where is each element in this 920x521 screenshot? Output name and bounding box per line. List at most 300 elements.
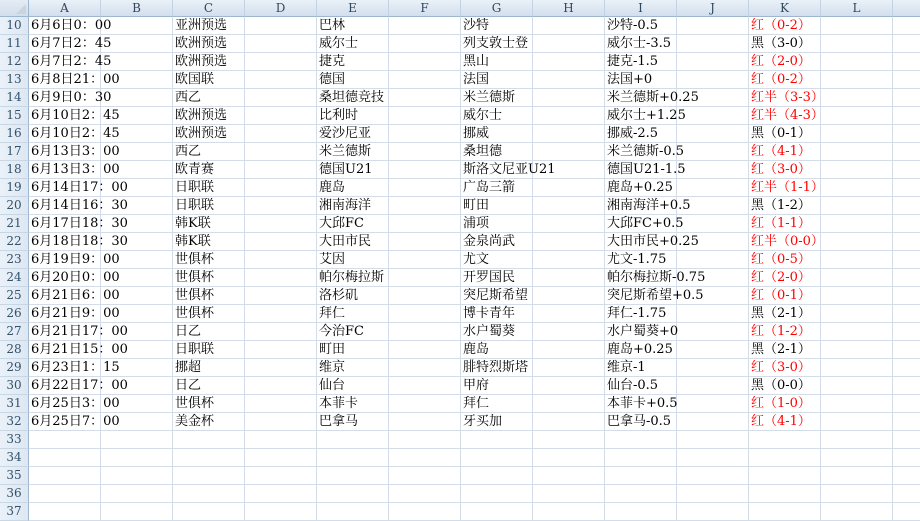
- cell-C19[interactable]: [173, 179, 245, 197]
- column-header-a[interactable]: A: [29, 0, 101, 17]
- cell-A16[interactable]: [29, 125, 120, 143]
- cell-F11[interactable]: [389, 35, 461, 53]
- cell-B11[interactable]: [101, 35, 173, 53]
- cell-G28[interactable]: [461, 341, 533, 359]
- cell-C22[interactable]: [173, 233, 245, 251]
- cell-J11[interactable]: [677, 35, 749, 53]
- cell-K19[interactable]: [749, 179, 824, 197]
- cell-L30[interactable]: [821, 377, 893, 395]
- row-header-18[interactable]: 18: [0, 161, 29, 179]
- cell-H26[interactable]: [533, 305, 605, 323]
- cell-C13[interactable]: [173, 71, 245, 89]
- cell-C29[interactable]: [173, 359, 245, 377]
- cell-K13[interactable]: [749, 71, 821, 89]
- cell-partial-15[interactable]: [893, 107, 920, 125]
- cell-C20[interactable]: [173, 197, 245, 215]
- cell-J28[interactable]: [677, 341, 749, 359]
- cell-partial-21[interactable]: [893, 215, 920, 233]
- cell-I18[interactable]: [605, 161, 686, 179]
- column-header-partial[interactable]: [893, 0, 920, 17]
- cell-F27[interactable]: [389, 323, 461, 341]
- cell-H29[interactable]: [533, 359, 605, 377]
- cell-B36[interactable]: [101, 485, 173, 503]
- cell-A26[interactable]: [29, 305, 120, 323]
- cell-H28[interactable]: [533, 341, 605, 359]
- cell-H13[interactable]: [533, 71, 605, 89]
- cell-L21[interactable]: [821, 215, 893, 233]
- cell-F28[interactable]: [389, 341, 461, 359]
- cell-J37[interactable]: [677, 503, 749, 521]
- cell-F18[interactable]: [389, 161, 461, 179]
- row-header-21[interactable]: 21: [0, 215, 29, 233]
- cell-I27[interactable]: [605, 323, 677, 341]
- cell-G27[interactable]: [461, 323, 533, 341]
- cell-L23[interactable]: [821, 251, 893, 269]
- column-header-h[interactable]: H: [533, 0, 605, 17]
- cell-C15[interactable]: [173, 107, 245, 125]
- cell-H36[interactable]: [533, 485, 605, 503]
- cell-F25[interactable]: [389, 287, 461, 305]
- cell-B10[interactable]: [101, 17, 173, 35]
- cell-B34[interactable]: [101, 449, 173, 467]
- cell-A32[interactable]: [29, 413, 120, 431]
- cell-L27[interactable]: [821, 323, 893, 341]
- cell-G35[interactable]: [461, 467, 533, 485]
- row-header-26[interactable]: 26: [0, 305, 29, 323]
- cell-J30[interactable]: [677, 377, 749, 395]
- cell-partial-36[interactable]: [893, 485, 920, 503]
- cell-E26[interactable]: [317, 305, 389, 323]
- cell-F15[interactable]: [389, 107, 461, 125]
- cell-K11[interactable]: [749, 35, 821, 53]
- row-header-30[interactable]: 30: [0, 377, 29, 395]
- cell-C37[interactable]: [173, 503, 245, 521]
- cell-E24[interactable]: [317, 269, 389, 287]
- cell-A31[interactable]: [29, 395, 120, 413]
- cell-A36[interactable]: [29, 485, 101, 503]
- cell-A19[interactable]: [29, 179, 128, 197]
- cell-D20[interactable]: [245, 197, 317, 215]
- cell-I30[interactable]: [605, 377, 677, 395]
- cell-E10[interactable]: [317, 17, 389, 35]
- row-header-32[interactable]: 32: [0, 413, 29, 431]
- cell-G26[interactable]: [461, 305, 533, 323]
- cell-K35[interactable]: [749, 467, 821, 485]
- cell-G11[interactable]: [461, 35, 533, 53]
- cell-E18[interactable]: [317, 161, 389, 179]
- cell-L31[interactable]: [821, 395, 893, 413]
- column-header-c[interactable]: C: [173, 0, 245, 17]
- cell-L11[interactable]: [821, 35, 893, 53]
- cell-partial-17[interactable]: [893, 143, 920, 161]
- cell-C23[interactable]: [173, 251, 245, 269]
- cell-A21[interactable]: [29, 215, 128, 233]
- cell-K29[interactable]: [749, 359, 821, 377]
- row-header-37[interactable]: 37: [0, 503, 29, 521]
- row-header-28[interactable]: 28: [0, 341, 29, 359]
- cell-F35[interactable]: [389, 467, 461, 485]
- cell-D25[interactable]: [245, 287, 317, 305]
- cell-L12[interactable]: [821, 53, 893, 71]
- cell-F31[interactable]: [389, 395, 461, 413]
- cell-A15[interactable]: [29, 107, 120, 125]
- cell-C21[interactable]: [173, 215, 245, 233]
- cell-F36[interactable]: [389, 485, 461, 503]
- cell-D23[interactable]: [245, 251, 317, 269]
- cell-A29[interactable]: [29, 359, 120, 377]
- cell-G23[interactable]: [461, 251, 533, 269]
- cell-partial-22[interactable]: [893, 233, 920, 251]
- cell-partial-16[interactable]: [893, 125, 920, 143]
- cell-C32[interactable]: [173, 413, 245, 431]
- cell-D37[interactable]: [245, 503, 317, 521]
- row-header-13[interactable]: 13: [0, 71, 29, 89]
- cell-F19[interactable]: [389, 179, 461, 197]
- cell-partial-30[interactable]: [893, 377, 920, 395]
- cell-E23[interactable]: [317, 251, 389, 269]
- cell-K27[interactable]: [749, 323, 821, 341]
- cell-K10[interactable]: [749, 17, 821, 35]
- cell-A12[interactable]: [29, 53, 112, 71]
- cell-D12[interactable]: [245, 53, 317, 71]
- cell-I23[interactable]: [605, 251, 677, 269]
- cell-D26[interactable]: [245, 305, 317, 323]
- cell-G37[interactable]: [461, 503, 533, 521]
- cell-E31[interactable]: [317, 395, 389, 413]
- cell-L32[interactable]: [821, 413, 893, 431]
- cell-L24[interactable]: [821, 269, 893, 287]
- cell-I13[interactable]: [605, 71, 677, 89]
- cell-C36[interactable]: [173, 485, 245, 503]
- cell-partial-10[interactable]: [893, 17, 920, 35]
- cell-D36[interactable]: [245, 485, 317, 503]
- cell-E27[interactable]: [317, 323, 389, 341]
- cell-H10[interactable]: [533, 17, 605, 35]
- cell-A35[interactable]: [29, 467, 101, 485]
- cell-G34[interactable]: [461, 449, 533, 467]
- cell-F37[interactable]: [389, 503, 461, 521]
- cell-K12[interactable]: [749, 53, 821, 71]
- cell-partial-14[interactable]: [893, 89, 920, 107]
- cell-I35[interactable]: [605, 467, 677, 485]
- cell-E14[interactable]: [317, 89, 389, 107]
- cell-A10[interactable]: [29, 17, 112, 35]
- cell-H22[interactable]: [533, 233, 605, 251]
- cell-G20[interactable]: [461, 197, 533, 215]
- cell-H14[interactable]: [533, 89, 605, 107]
- cell-G32[interactable]: [461, 413, 533, 431]
- cell-C11[interactable]: [173, 35, 245, 53]
- cell-G16[interactable]: [461, 125, 533, 143]
- cell-C27[interactable]: [173, 323, 245, 341]
- cell-A27[interactable]: [29, 323, 128, 341]
- cell-E35[interactable]: [317, 467, 389, 485]
- cell-C18[interactable]: [173, 161, 245, 179]
- cell-D24[interactable]: [245, 269, 317, 287]
- cell-L37[interactable]: [821, 503, 893, 521]
- cell-L28[interactable]: [821, 341, 893, 359]
- cell-L22[interactable]: [821, 233, 893, 251]
- cell-E19[interactable]: [317, 179, 389, 197]
- cell-A24[interactable]: [29, 269, 120, 287]
- row-header-29[interactable]: 29: [0, 359, 29, 377]
- cell-K31[interactable]: [749, 395, 821, 413]
- cell-I15[interactable]: [605, 107, 686, 125]
- cell-F34[interactable]: [389, 449, 461, 467]
- cell-G24[interactable]: [461, 269, 533, 287]
- row-header-31[interactable]: 31: [0, 395, 29, 413]
- row-header-17[interactable]: 17: [0, 143, 29, 161]
- cell-A17[interactable]: [29, 143, 120, 161]
- cell-I10[interactable]: [605, 17, 677, 35]
- cell-D22[interactable]: [245, 233, 317, 251]
- cell-L13[interactable]: [821, 71, 893, 89]
- cell-partial-31[interactable]: [893, 395, 920, 413]
- cell-D21[interactable]: [245, 215, 317, 233]
- cell-H25[interactable]: [533, 287, 605, 305]
- cell-D29[interactable]: [245, 359, 317, 377]
- cell-partial-25[interactable]: [893, 287, 920, 305]
- cell-H20[interactable]: [533, 197, 605, 215]
- cell-A23[interactable]: [29, 251, 120, 269]
- cell-I22[interactable]: [605, 233, 699, 251]
- cell-F16[interactable]: [389, 125, 461, 143]
- cell-J26[interactable]: [677, 305, 749, 323]
- cell-J17[interactable]: [677, 143, 749, 161]
- row-header-25[interactable]: 25: [0, 287, 29, 305]
- row-header-24[interactable]: 24: [0, 269, 29, 287]
- cell-G33[interactable]: [461, 431, 533, 449]
- cell-L20[interactable]: [821, 197, 893, 215]
- cell-E21[interactable]: [317, 215, 389, 233]
- cell-I20[interactable]: [605, 197, 691, 215]
- cell-E13[interactable]: [317, 71, 389, 89]
- cell-E22[interactable]: [317, 233, 389, 251]
- cell-I16[interactable]: [605, 125, 677, 143]
- cell-E30[interactable]: [317, 377, 389, 395]
- cell-I33[interactable]: [605, 431, 677, 449]
- column-header-k[interactable]: K: [749, 0, 821, 17]
- cell-F14[interactable]: [389, 89, 461, 107]
- cell-H31[interactable]: [533, 395, 605, 413]
- cell-D18[interactable]: [245, 161, 317, 179]
- cell-J31[interactable]: [677, 395, 749, 413]
- cell-J34[interactable]: [677, 449, 749, 467]
- cell-C35[interactable]: [173, 467, 245, 485]
- cell-D19[interactable]: [245, 179, 317, 197]
- cell-J15[interactable]: [677, 107, 749, 125]
- cell-F22[interactable]: [389, 233, 461, 251]
- cell-L14[interactable]: [821, 89, 893, 107]
- cell-K26[interactable]: [749, 305, 821, 323]
- cell-J21[interactable]: [677, 215, 749, 233]
- cell-I26[interactable]: [605, 305, 677, 323]
- cell-B12[interactable]: [101, 53, 173, 71]
- cell-J29[interactable]: [677, 359, 749, 377]
- cell-D30[interactable]: [245, 377, 317, 395]
- cell-partial-12[interactable]: [893, 53, 920, 71]
- cell-L35[interactable]: [821, 467, 893, 485]
- cell-E20[interactable]: [317, 197, 389, 215]
- cell-C28[interactable]: [173, 341, 245, 359]
- cell-A25[interactable]: [29, 287, 120, 305]
- cell-C30[interactable]: [173, 377, 245, 395]
- cell-G22[interactable]: [461, 233, 533, 251]
- column-header-i[interactable]: I: [605, 0, 677, 17]
- cell-partial-11[interactable]: [893, 35, 920, 53]
- cell-A28[interactable]: [29, 341, 128, 359]
- cell-H32[interactable]: [533, 413, 605, 431]
- cell-partial-33[interactable]: [893, 431, 920, 449]
- cell-G36[interactable]: [461, 485, 533, 503]
- row-header-12[interactable]: 12: [0, 53, 29, 71]
- cell-partial-24[interactable]: [893, 269, 920, 287]
- cell-D31[interactable]: [245, 395, 317, 413]
- cell-C16[interactable]: [173, 125, 245, 143]
- cell-I24[interactable]: [605, 269, 706, 287]
- cell-partial-29[interactable]: [893, 359, 920, 377]
- cell-I14[interactable]: [605, 89, 699, 107]
- cell-J10[interactable]: [677, 17, 749, 35]
- cell-A30[interactable]: [29, 377, 128, 395]
- cell-C26[interactable]: [173, 305, 245, 323]
- cell-A20[interactable]: [29, 197, 128, 215]
- column-header-l[interactable]: L: [821, 0, 893, 17]
- cell-F26[interactable]: [389, 305, 461, 323]
- row-header-16[interactable]: 16: [0, 125, 29, 143]
- cell-partial-27[interactable]: [893, 323, 920, 341]
- column-header-g[interactable]: G: [461, 0, 533, 17]
- cell-J16[interactable]: [677, 125, 749, 143]
- cell-E15[interactable]: [317, 107, 389, 125]
- cell-K20[interactable]: [749, 197, 821, 215]
- cell-K34[interactable]: [749, 449, 821, 467]
- cell-E12[interactable]: [317, 53, 389, 71]
- cell-G25[interactable]: [461, 287, 533, 305]
- cell-G17[interactable]: [461, 143, 533, 161]
- cell-G21[interactable]: [461, 215, 533, 233]
- cell-K24[interactable]: [749, 269, 821, 287]
- cell-C31[interactable]: [173, 395, 245, 413]
- cell-H17[interactable]: [533, 143, 605, 161]
- cell-partial-32[interactable]: [893, 413, 920, 431]
- cell-F17[interactable]: [389, 143, 461, 161]
- cell-I11[interactable]: [605, 35, 677, 53]
- cell-partial-18[interactable]: [893, 161, 920, 179]
- cell-K18[interactable]: [749, 161, 821, 179]
- cell-H35[interactable]: [533, 467, 605, 485]
- cell-F30[interactable]: [389, 377, 461, 395]
- cell-F29[interactable]: [389, 359, 461, 377]
- cell-K28[interactable]: [749, 341, 821, 359]
- cell-I19[interactable]: [605, 179, 677, 197]
- cell-F33[interactable]: [389, 431, 461, 449]
- cell-K14[interactable]: [749, 89, 824, 107]
- cell-K32[interactable]: [749, 413, 821, 431]
- cell-K36[interactable]: [749, 485, 821, 503]
- column-header-j[interactable]: J: [677, 0, 749, 17]
- cell-A11[interactable]: [29, 35, 112, 53]
- cell-partial-13[interactable]: [893, 71, 920, 89]
- cell-G14[interactable]: [461, 89, 533, 107]
- cell-J19[interactable]: [677, 179, 749, 197]
- cell-partial-26[interactable]: [893, 305, 920, 323]
- column-header-e[interactable]: E: [317, 0, 389, 17]
- row-header-36[interactable]: 36: [0, 485, 29, 503]
- cell-I29[interactable]: [605, 359, 677, 377]
- column-header-b[interactable]: B: [101, 0, 173, 17]
- cell-F24[interactable]: [389, 269, 461, 287]
- cell-H27[interactable]: [533, 323, 605, 341]
- cell-partial-34[interactable]: [893, 449, 920, 467]
- cell-C12[interactable]: [173, 53, 245, 71]
- cell-partial-37[interactable]: [893, 503, 920, 521]
- cell-G18[interactable]: [461, 161, 556, 179]
- cell-E37[interactable]: [317, 503, 389, 521]
- cell-G19[interactable]: [461, 179, 533, 197]
- cell-H16[interactable]: [533, 125, 605, 143]
- cell-E16[interactable]: [317, 125, 389, 143]
- cell-G13[interactable]: [461, 71, 533, 89]
- cell-B33[interactable]: [101, 431, 173, 449]
- row-header-14[interactable]: 14: [0, 89, 29, 107]
- cell-K21[interactable]: [749, 215, 821, 233]
- cell-I17[interactable]: [605, 143, 685, 161]
- cell-B14[interactable]: [101, 89, 173, 107]
- cell-H19[interactable]: [533, 179, 605, 197]
- cell-K15[interactable]: [749, 107, 824, 125]
- row-header-15[interactable]: 15: [0, 107, 29, 125]
- cell-G12[interactable]: [461, 53, 533, 71]
- cell-L15[interactable]: [821, 107, 893, 125]
- cell-E17[interactable]: [317, 143, 389, 161]
- cell-K33[interactable]: [749, 431, 821, 449]
- cell-D13[interactable]: [245, 71, 317, 89]
- cell-G10[interactable]: [461, 17, 533, 35]
- cell-K25[interactable]: [749, 287, 821, 305]
- cell-I36[interactable]: [605, 485, 677, 503]
- cell-A33[interactable]: [29, 431, 101, 449]
- row-header-35[interactable]: 35: [0, 467, 29, 485]
- cell-H30[interactable]: [533, 377, 605, 395]
- row-header-33[interactable]: 33: [0, 431, 29, 449]
- cell-D16[interactable]: [245, 125, 317, 143]
- cell-F12[interactable]: [389, 53, 461, 71]
- select-all-button[interactable]: [0, 0, 29, 17]
- row-header-34[interactable]: 34: [0, 449, 29, 467]
- cell-partial-19[interactable]: [893, 179, 920, 197]
- cell-F21[interactable]: [389, 215, 461, 233]
- column-header-d[interactable]: D: [245, 0, 317, 17]
- row-header-19[interactable]: 19: [0, 179, 29, 197]
- cell-A34[interactable]: [29, 449, 101, 467]
- cell-A14[interactable]: [29, 89, 112, 107]
- column-header-f[interactable]: F: [389, 0, 461, 17]
- cell-partial-28[interactable]: [893, 341, 920, 359]
- cell-C10[interactable]: [173, 17, 245, 35]
- cell-J36[interactable]: [677, 485, 749, 503]
- cell-H12[interactable]: [533, 53, 605, 71]
- cell-partial-20[interactable]: [893, 197, 920, 215]
- row-header-10[interactable]: 10: [0, 17, 29, 35]
- cell-L36[interactable]: [821, 485, 893, 503]
- cell-J18[interactable]: [677, 161, 749, 179]
- cell-A37[interactable]: [29, 503, 101, 521]
- row-header-23[interactable]: 23: [0, 251, 29, 269]
- cell-D11[interactable]: [245, 35, 317, 53]
- row-header-11[interactable]: 11: [0, 35, 29, 53]
- cell-D27[interactable]: [245, 323, 317, 341]
